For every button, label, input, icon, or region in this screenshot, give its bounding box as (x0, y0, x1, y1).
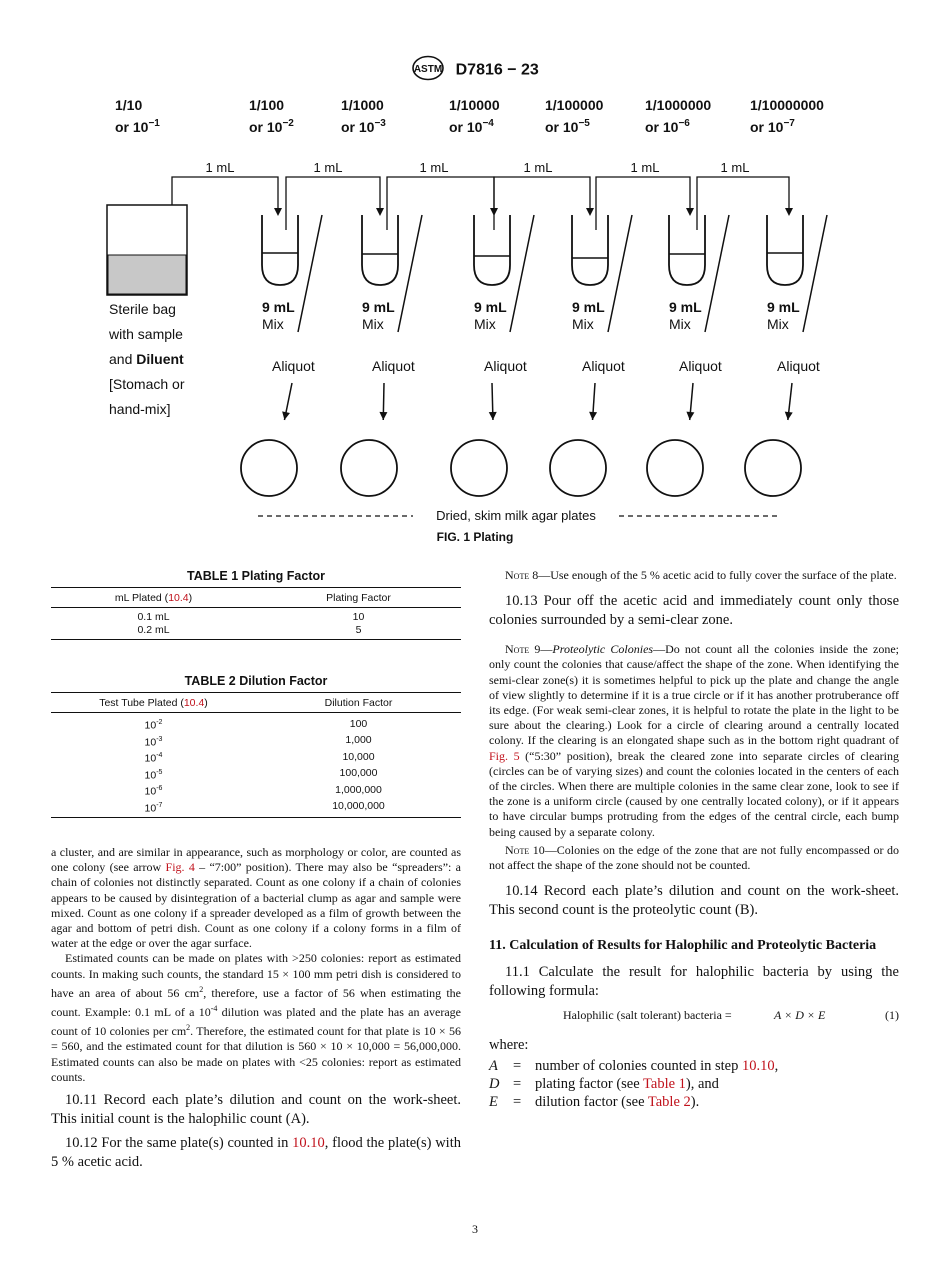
table2-cell: 1,000 (345, 734, 372, 747)
test-tube (362, 215, 422, 374)
aliquot-label: Aliquot (582, 358, 625, 374)
equation-1: Halophilic (salt tolerant) bacteria = A × D × E (1) (563, 1008, 899, 1023)
table2-cell: $10^{-2}$ (144, 719, 163, 732)
bag-label-and: and (109, 351, 137, 367)
definition-a: A = number of colonies counted in step 10.10, (489, 1057, 779, 1074)
dilution-ratio-label: 1/1000000 (645, 97, 712, 113)
tube-mix-label: Mix (669, 316, 691, 332)
bag-label-diluent: Diluent (136, 351, 184, 367)
transfer-volume-label: 1 mL (523, 160, 553, 175)
tube-volume-label: 9 mL (572, 299, 605, 315)
table2-header-dilution-factor: Dilution Factor (256, 693, 461, 713)
left-column (51, 845, 461, 1171)
transfer-arrowhead (586, 208, 594, 216)
test-tube (767, 215, 827, 374)
definition-d: D = plating factor (see Table 1), and (489, 1075, 719, 1092)
bag-label-line-5: hand-mix] (109, 401, 171, 417)
dilution-power-label: or $10^{-7}$ (750, 118, 795, 135)
tube-volume-label: 9 mL (669, 299, 702, 315)
test-tube (572, 215, 632, 374)
transfer-arrowhead (376, 208, 384, 216)
pipette-line (803, 215, 827, 332)
transfer-arrowhead (686, 208, 694, 216)
transfer-line (697, 177, 789, 230)
ref-fig-5[interactable]: Fig. 5 (489, 748, 520, 763)
section-11-1: 11.1 Calculate the result for halophilic bacteria by using the following formula: (489, 964, 899, 999)
transfer-volume-label: 1 mL (205, 160, 235, 175)
tube-volume-label: 9 mL (767, 299, 800, 315)
bag-label-line-4: [Stomach or (109, 376, 185, 392)
tube-volume-label: 9 mL (362, 299, 395, 315)
paragraph-estimated-counts: Estimated counts can be made on plates with >250 colonies: report as estimated counts. In making such counts, the standard 15 × 100 mm petri dish is considered to have an area of about 56 $cm^2$, therefore, use a factor of 56 when estimating the count. Example: 0.1 mL of a $10^{-4}$ dilution was plated and the plate has an average count of 10 colonies per $cm^2$. Therefore, the estimated count for that plate is 10 × 56 = 560, and the estimated count for that dilution is 560 × 10 × 10,000 = 56,000,000. Estimated counts can also be made on plates with <25 colonies: report as estimated counts. (51, 951, 462, 1084)
aliquot-arrowhead (282, 411, 290, 420)
plates-label: Dried, skim milk agar plates (436, 508, 596, 523)
aliquot-arrowhead (589, 412, 597, 420)
aliquot-arrowhead (489, 412, 497, 420)
test-tube (669, 215, 729, 374)
dilution-ratio-label: 1/100000 (545, 97, 604, 113)
table1-cell: 10 (352, 611, 365, 623)
sterile-bag (107, 205, 187, 295)
aliquot-label: Aliquot (679, 358, 722, 374)
petri-dish (341, 440, 397, 496)
figure-plating-diagram (0, 80, 950, 530)
dilution-power-label: or $10^{-4}$ (449, 118, 494, 135)
table1-header-plating-factor: Plating Factor (256, 588, 461, 608)
astm-logo-text: ASTM (414, 64, 443, 75)
table2-cell: 100 (349, 717, 368, 730)
section-10-11: 10.11 Record each plate’s dilution and count on the work-sheet. This initial count is the halophilic count (A). (51, 1092, 461, 1127)
tube-mix-label: Mix (572, 316, 594, 332)
bag-label-line-2: with sample (109, 326, 183, 342)
table2-dilution-factor (51, 692, 461, 818)
aliquot-label: Aliquot (372, 358, 415, 374)
dilution-power-label: or $10^{-6}$ (645, 118, 690, 135)
table1-plating-factor (51, 587, 461, 640)
standard-designation: D7816 − 23 (455, 61, 539, 79)
transfer-line (494, 177, 590, 230)
transfer-arrowhead (785, 208, 793, 216)
transfer-line (286, 177, 380, 230)
note-8: Note 8—Use enough of the 5 % acetic acid to fully cover the surface of the plate. (505, 568, 897, 582)
pipette-line (298, 215, 322, 332)
petri-dish (647, 440, 703, 496)
dilution-power-label: or $10^{-2}$ (249, 118, 294, 135)
table1-cell: 0.2 mL (51, 624, 256, 640)
dilution-power-label: or $10^{-1}$ (115, 118, 160, 135)
bag-label-line-1: Sterile bag (109, 301, 176, 317)
test-tube (262, 215, 322, 374)
dilution-ratio-label: 1/10000000 (750, 97, 824, 113)
dilution-power-label: or $10^{-3}$ (341, 118, 386, 135)
tube-mix-label: Mix (474, 316, 496, 332)
right-column (489, 568, 899, 1111)
table2-cell: 1,000,000 (335, 783, 382, 796)
table1-title: TABLE 1 Plating Factor (187, 569, 325, 583)
pipette-line (608, 215, 632, 332)
aliquot-label: Aliquot (777, 358, 820, 374)
aliquot-label: Aliquot (484, 358, 527, 374)
transfer-arrowhead (274, 208, 282, 216)
pipette-line (705, 215, 729, 332)
test-tube (474, 215, 534, 374)
table2-cell: $10^{-5}$ (144, 768, 163, 781)
petri-dish (451, 440, 507, 496)
ref-fig-4[interactable]: Fig. 4 (165, 860, 195, 875)
table2-header-tube-plated: Test Tube Plated (10.4) (51, 693, 256, 713)
ref-10-10-def[interactable]: 10.10 (741, 1057, 775, 1074)
ref-table-2[interactable]: Table 2 (647, 1093, 691, 1110)
table1-ref-10-4[interactable]: 10.4 (168, 592, 189, 604)
transfer-line (387, 177, 494, 230)
section-10-14: 10.14 Record each plate’s dilution and count on the work-sheet. This second count is the proteolytic count (B). (489, 883, 899, 918)
where-label: where: (489, 1037, 529, 1054)
table2-ref-10-4[interactable]: 10.4 (183, 697, 205, 709)
dilution-ratio-label: 1/1000 (341, 97, 384, 113)
dilution-ratio-label: 1/10000 (449, 97, 500, 113)
ref-10-10[interactable]: 10.10 (292, 1135, 325, 1152)
ref-table-1[interactable]: Table 1 (643, 1075, 686, 1092)
tube-mix-label: Mix (362, 316, 384, 332)
table1-cell: 0.1 mL (137, 611, 170, 623)
agar-plate (647, 383, 703, 496)
table2-cell: $10^{-3}$ (144, 735, 163, 748)
table2-title: TABLE 2 Dilution Factor (184, 674, 328, 688)
aliquot-arrowhead (379, 412, 387, 420)
agar-plate (341, 383, 397, 496)
definition-e: E = dilution factor (see Table 2). (489, 1093, 700, 1110)
variable-definitions (489, 1057, 899, 1111)
transfer-volume-label: 1 mL (720, 160, 750, 175)
agar-plate (550, 383, 606, 496)
pipette-line (398, 215, 422, 332)
dilution-ratio-label: 1/100 (249, 97, 285, 113)
bag-label-line-3 (109, 351, 184, 367)
transfer-volume-label: 1 mL (313, 160, 343, 175)
transfer-volume-label: 1 mL (630, 160, 660, 175)
table1-header-ml-plated: mL Plated (10.4) (51, 588, 256, 608)
transfer-line (172, 177, 278, 210)
agar-plate (745, 383, 801, 496)
paragraph-spreaders: a cluster, and are similar in appearance, such as morphology or color, are counted as one colony (see arrow Fig. 4 – “7:00” position). There may also be “spreaders”: a chain of colonies not distinctly separated. Count as one colony if a chain of colonies appears to be caused by disintegration of a bacterial clump as agar and sample were mixed. Count as one colony if a spreader developed as a film of growth between the agar and bottom of petri dish. Count as one colony if a colony forms in a film of water at the edge or over the agar surface. (51, 845, 461, 951)
petri-dish (241, 440, 297, 496)
table2-cell: 100,000 (339, 767, 378, 780)
figure-caption: FIG. 1 Plating (436, 530, 514, 544)
table2-cell: $10^{-6}$ (144, 785, 163, 798)
table2-cell: 10,000 (342, 750, 375, 763)
page-number: 3 (472, 1222, 478, 1236)
section-10-13: 10.13 Pour off the acetic acid and immediately count only those colonies surrounded by a semi-clear zone. (489, 593, 899, 628)
pipette-line (510, 215, 534, 332)
petri-dish (550, 440, 606, 496)
note-10: Note 10—Colonies on the edge of the zone that are not fully encompassed or do not affect the shape of the zone should not be counted. (489, 842, 899, 873)
tube-mix-label: Mix (767, 316, 789, 332)
transfer-volume-label: 1 mL (419, 160, 449, 175)
tube-mix-label: Mix (262, 316, 284, 332)
dilution-power-label: or $10^{-5}$ (545, 118, 590, 135)
table2-cell: $10^{-7}$ (51, 799, 256, 818)
table2-cell: $10^{-4}$ (144, 752, 163, 765)
section-11-heading: 11. Calculation of Results for Halophilic and Proteolytic Bacteria (489, 938, 877, 954)
table2-cell: 10,000,000 (256, 799, 461, 818)
section-10-12: 10.12 For the same plate(s) counted in 10.10, flood the plate(s) with 5 % acetic acid. (51, 1135, 461, 1170)
aliquot-label: Aliquot (272, 358, 315, 374)
transfer-line (596, 177, 690, 230)
agar-plate (451, 383, 507, 496)
dilution-ratio-label: 1/10 (115, 97, 143, 113)
petri-dish (745, 440, 801, 496)
agar-plate (241, 383, 297, 496)
aliquot-arrowhead (686, 412, 694, 420)
table1-cell: 5 (256, 624, 461, 640)
tube-volume-label: 9 mL (262, 299, 295, 315)
note-9: Note 9—Proteolytic Colonies—Do not count all the colonies inside the zone; only count the colonies that cause/affect the shape of the zone. When identifying the semi-clear zone(s) it is sometimes helpful to pick up the plate and change the angle of view slightly to determine if it is a true circle or if it has another protruberance off its edge. (For weak semi-clear zones, it is helpful to rotate the plate in the light to be sure about the clearing.) Look for a circle of clearing around a centrally located colony. If the clearing is an elongated shape such as in the bottom right quadrant of Fig. 5 (“5:30” position), break the cleared zone into separate circles of clearing (circles can be of varying sizes) and count the colonies located in the centers of each of the circles. When there are multiple colonies in the same clear zone, look to see if the zone is a uniform circle (caused by one centrally located colony), or if it appears to have circular bumps protruding from the edges of the central circle, each bump being caused by a separate colony. (489, 642, 899, 839)
tube-volume-label: 9 mL (474, 299, 507, 315)
